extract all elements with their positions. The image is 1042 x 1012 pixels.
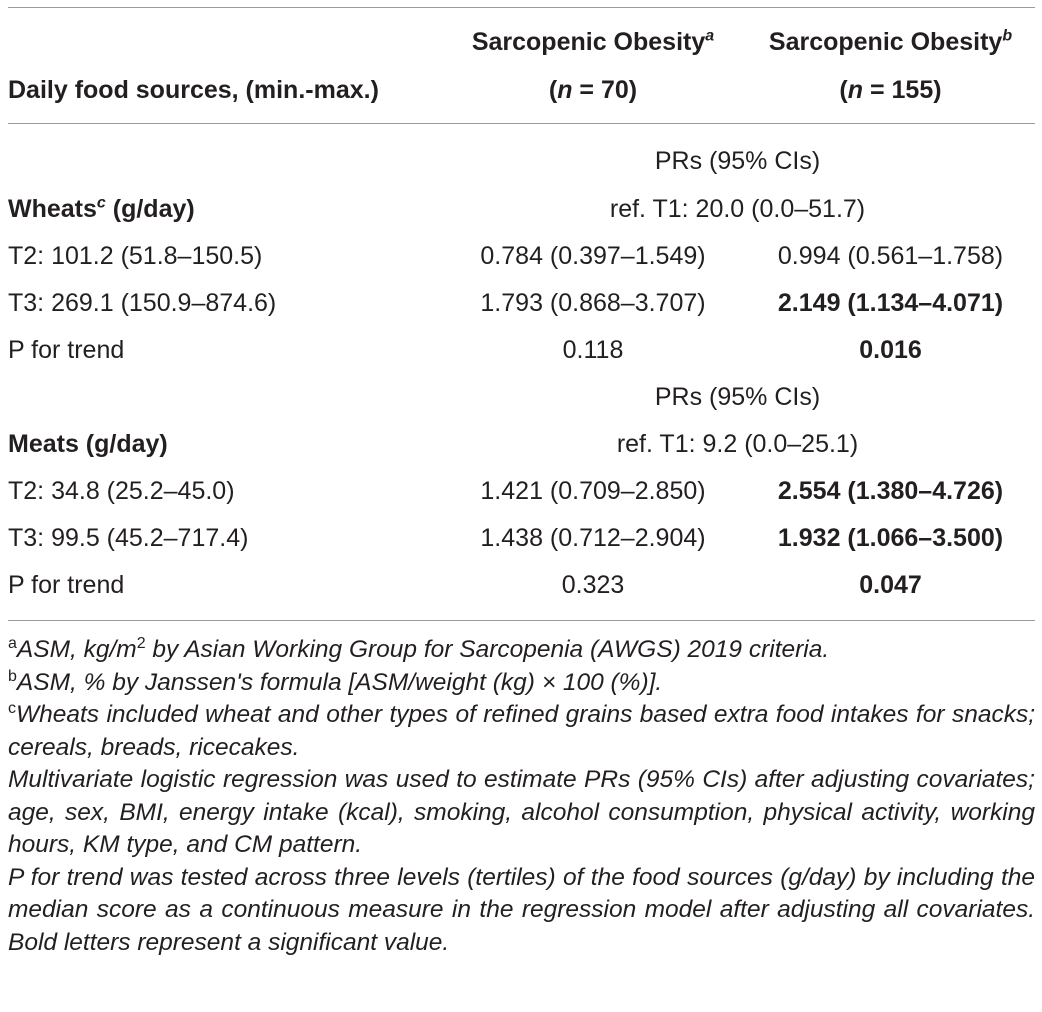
col1-header-title: Sarcopenic Obesity$^a$ xyxy=(471,27,715,56)
table-row-label: P for trend xyxy=(8,571,125,599)
col1-header-n: (n = 70) xyxy=(548,76,638,104)
col2-header-n: (n = 155) xyxy=(839,76,942,104)
table-row-label: T2: 101.2 (51.8–150.5) xyxy=(8,242,263,270)
meats-reference: ref. T1: 9.2 (0.0–25.1) xyxy=(616,430,859,458)
wheats-reference: ref. T1: 20.0 (0.0–51.7) xyxy=(609,195,866,223)
table-cell: 0.118 xyxy=(562,336,624,364)
table-row-label: T2: 34.8 (25.2–45.0) xyxy=(8,477,235,505)
table-row-label: T3: 269.1 (150.9–874.6) xyxy=(8,289,277,317)
footnote-c: $^c$Wheats included wheat and other types of refined grains based extra food intakes for snacks; cereals, breads, ricecakes. xyxy=(8,699,1035,761)
col2-header-title: Sarcopenic Obesity$^b$ xyxy=(768,27,1013,56)
table-cell: 0.784 (0.397–1.549) xyxy=(480,242,706,270)
footnote-b: $^b$ASM, % by Janssen's formula [ASM/weight (kg) × 100 (%)]. xyxy=(8,667,663,696)
footnotes xyxy=(8,634,1035,959)
table-cell-significant: 2.149 (1.134–4.071) xyxy=(777,289,1004,317)
wheats-section-title: Wheats$^c$ (g/day) xyxy=(8,194,195,223)
top-rule xyxy=(8,7,1035,8)
wheats-ci-label: PRs (95% CIs) xyxy=(654,147,821,175)
table-row-label: P for trend xyxy=(8,336,125,364)
bottom-rule xyxy=(8,620,1035,621)
table-cell: 1.793 (0.868–3.707) xyxy=(480,289,706,317)
table-cell: 0.323 xyxy=(561,571,625,599)
header-rule xyxy=(8,123,1035,124)
table-cell-significant: 0.047 xyxy=(859,571,922,599)
table-row-label: T3: 99.5 (45.2–717.4) xyxy=(8,524,249,552)
table-cell-significant: 0.016 xyxy=(859,336,922,364)
meats-section-title: Meats (g/day) xyxy=(8,430,168,458)
footnote-a: $^a$ASM, $kg/m^2$ by Asian Working Group for Sarcopenia (AWGS) 2019 criteria. xyxy=(8,634,830,663)
table-cell: 1.438 (0.712–2.904) xyxy=(480,524,706,552)
footnote-regression: Multivariate logistic regression was used to estimate PRs (95% CIs) after adjusting covariates; age, sex, BMI, energy intake (kcal), smoking, alcohol consumption, physical activity, working hours, KM type, and CM pattern. xyxy=(8,766,1035,858)
row-header-label: Daily food sources, (min.-max.) xyxy=(8,76,379,104)
table-cell: 0.994 (0.561–1.758) xyxy=(777,242,1004,270)
table-cell-significant: 1.932 (1.066–3.500) xyxy=(777,524,1004,552)
footnote-trend: P for trend was tested across three levels (tertiles) of the food sources (g/day) by including the median score as a continuous measure in the regression model after adjusting all covariates. Bold letters represent a significant value. xyxy=(8,863,1035,956)
table-cell: 1.421 (0.709–2.850) xyxy=(480,477,706,505)
table-cell-significant: 2.554 (1.380–4.726) xyxy=(777,477,1004,505)
meats-ci-label: PRs (95% CIs) xyxy=(654,383,821,411)
